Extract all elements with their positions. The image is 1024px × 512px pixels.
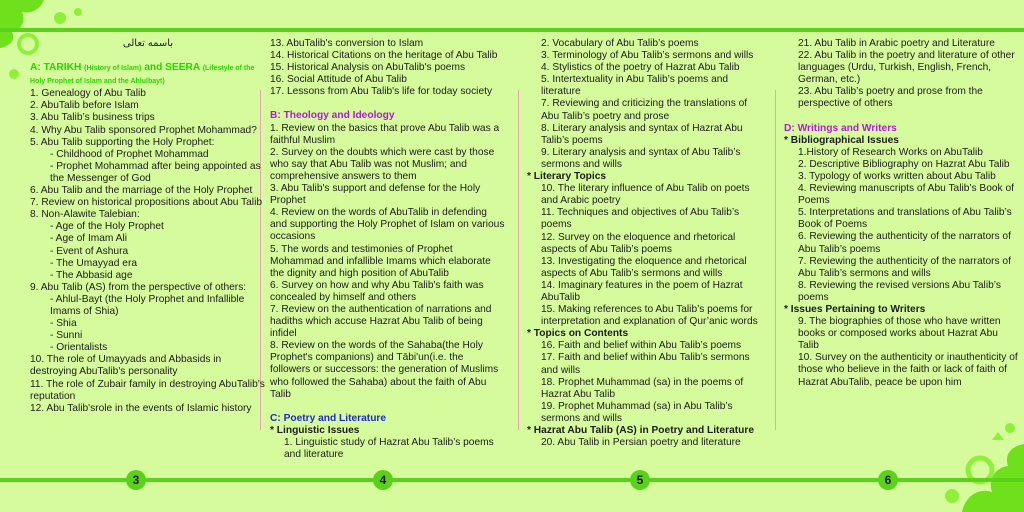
list-item: 5. Interpretations and translations of Abu Talib’s Book of Poems [798, 207, 1012, 231]
list-item: 6. Abu Talib and the marriage of the Holy Prophet [30, 185, 253, 197]
list-item: 3. Terminology of Abu Talib’s sermons and wills [541, 50, 754, 62]
list-item: 19. Prophet Muhammad (sa) in Abu Talib’s sermons and wills [541, 400, 733, 424]
list-subitem: - Sunni [50, 330, 83, 342]
list-subitem: - Shia [50, 318, 77, 330]
list-item: 2. AbuTalib before Islam [30, 100, 139, 112]
bismillah-heading: باسمه تعالی [122, 38, 174, 49]
list-subitem: - Age of Imam Ali [50, 233, 128, 245]
list-item: 20. Abu Talib in Persian poetry and literature [541, 437, 741, 449]
list-subitem: - Prophet Mohammad after being appointed as the Messenger of God [50, 160, 261, 184]
section-c-heading: C: Poetry and Literature [270, 412, 387, 424]
list-item: 5. The words and testimonies of Prophet Mohammad and infallible Imams which elaborate the dignity and high position of AbuTalib [270, 243, 491, 279]
subsection-heading: * Literary Topics [527, 171, 607, 183]
list-item: 7. Review on historical propositions about Abu Talib [30, 197, 262, 209]
list-item: 9. The biographies of those who have written books or composed works about Hazrat Abu Talib [798, 316, 1001, 352]
list-item: 8. Non-Alawite Talebian: [30, 209, 140, 221]
bottom-green-rule [0, 478, 1024, 482]
list-item: 13. Investigating the eloquence and rhetorical aspects of Abu Talib’s sermons and wills [541, 255, 747, 279]
column-divider-2 [518, 90, 519, 430]
list-subitem: - Orientalists [50, 342, 108, 354]
list-item: 23. Abu Talib’s poetry and prose from the perspective of others [798, 86, 983, 110]
list-item: 12. Abu Talib'srole in the events of Islamic history [30, 402, 252, 414]
list-item: 3. Abu Talib’s business trips [30, 112, 155, 124]
list-item: 8. Review on the words of the Sahaba(the Holy Prophet's companions) and Tābi'un(i.e. the followers or successors: the generation of Muslims who followed the Sahaba) about the faith of Abu Talib [270, 340, 499, 400]
section-d-heading: D: Writings and Writers [784, 122, 897, 134]
list-item: 8. Literary analysis and syntax of Hazrat Abu Talib’s poems [541, 122, 743, 146]
list-item: 12. Survey on the eloquence and rhetorical aspects of Abu Talib’s poems [541, 231, 736, 255]
list-item: 4. Stylistics of the poetry of Hazrat Abu Talib [541, 62, 740, 74]
column-page-5 [527, 38, 763, 449]
subsection-heading: * Topics on Contents [527, 328, 629, 340]
list-item: 5. Intertextuality in Abu Talib’s poems and literature [541, 74, 729, 98]
list-item: 13. AbuTalib's conversion to Islam [270, 38, 424, 49]
column-page-3 [30, 38, 266, 415]
list-item: 14. Imaginary features in the poem of Hazrat AbuTalib [541, 279, 743, 303]
list-subitem: - Childhood of Prophet Mohammad [50, 148, 209, 160]
list-item: 10. The role of Umayyads and Abbasids in destroying AbuTalib's personality [30, 354, 222, 378]
section-a-heading: A: TARIKH (History of Islam) and SEERA (Lifestyle of the Holy Prophet of Islam and the Ahlulbayt) [30, 62, 255, 86]
list-subitem: - Ahlul-Bayt (the Holy Prophet and Infallible Imams of Shia) [50, 293, 245, 317]
subsection-heading: * Bibliographical Issues [784, 134, 899, 146]
list-item: 1.History of Research Works on AbuTalib [798, 146, 983, 158]
column-page-4 [270, 38, 506, 461]
bottom-right-ornament [922, 410, 1024, 512]
column-divider-3 [775, 90, 776, 430]
list-item: 10. Survey on the authenticity or inauthenticity of those who believe in the faith or lack of faith of Hazrat AbuTalib, peace be upon him [798, 352, 1018, 388]
page-number-5: 5 [630, 470, 650, 490]
list-item: 15. Historical Analysis on AbuTalib's poems [270, 62, 466, 74]
section-b-heading: B: Theology and Ideology [270, 110, 395, 122]
list-item: 11. The role of Zubair family in destroying AbuTalib's reputation [30, 378, 265, 402]
list-item: 4. Review on the words of AbuTalib in defending and supporting the Holy Prophet of Islam on various occasions [270, 207, 505, 243]
list-item: 22. Abu Talib in the poetry and literature of other languages (Urdu, Turkish, English, French, German, etc.) [798, 50, 1015, 86]
list-item: 2. Vocabulary of Abu Talib’s poems [541, 38, 699, 49]
list-item: 16. Faith and belief within Abu Talib’s poems [541, 340, 742, 352]
list-item: 3. Typology of works written about Abu Talib [798, 170, 996, 182]
list-item: 5. Abu Talib supporting the Holy Prophet: [30, 136, 215, 148]
page-number-3: 3 [126, 470, 146, 490]
list-item: 6. Reviewing the authenticity of the narrators of Abu Talib’s poems [798, 231, 1011, 255]
list-item: 18. Prophet Muhammad (sa) in the poems of Hazrat Abu Talib [541, 376, 744, 400]
subsection-heading: * Linguistic Issues [270, 424, 360, 436]
page-number-6: 6 [878, 470, 898, 490]
list-item: 21. Abu Talib in Arabic poetry and Literature [798, 38, 995, 49]
list-item: 10. The literary influence of Abu Talib on poets and Arabic poetry [541, 183, 750, 207]
list-item: 2. Descriptive Bibliography on Hazrat Abu Talib [798, 158, 1010, 170]
list-item: 15. Making references to Abu Talib’s poems for interpretation and explanation of Qur’anic words [541, 304, 758, 328]
subsection-heading: * Issues Pertaining to Writers [784, 303, 926, 315]
column-page-6 [784, 38, 1020, 389]
list-subitem: - The Abbasid age [50, 269, 133, 281]
list-item: 4. Why Abu Talib sponsored Prophet Mohammad? [30, 124, 257, 136]
list-item: 9. Abu Talib (AS) from the perspective of others: [30, 281, 247, 293]
top-green-rule [0, 28, 1024, 32]
list-item: 16. Social Attitude of Abu Talib [270, 74, 407, 86]
list-item: 4. Reviewing manuscripts of Abu Talib’s Book of Poems [798, 183, 1014, 207]
list-subitem: - The Umayyad era [50, 257, 138, 269]
list-item: 14. Historical Citations on the heritage of Abu Talib [270, 50, 498, 62]
list-item: 1. Review on the basics that prove Abu Talib was a faithful Muslim [270, 122, 500, 146]
list-item: 7. Review on the authentication of narrations and hadiths which accuse Hazrat Abu Talib of being infidel [270, 303, 492, 340]
list-item: 3. Abu Talib's support and defense for the Holy Prophet [270, 183, 481, 207]
list-item: 8. Reviewing the revised versions Abu Talib’s poems [798, 279, 1001, 303]
list-subitem: - Event of Ashura [50, 245, 129, 257]
list-item: 7. Reviewing and criticizing the translations of Abu Talib’s poetry and prose [541, 98, 748, 122]
list-item: 1. Linguistic study of Hazrat Abu Talib’s poems and literature [284, 436, 494, 460]
list-item: 6. Survey on how and why Abu Talib's faith was concealed by himself and others [270, 279, 484, 303]
list-item: 2. Survey on the doubts which were cast by those who say that Abu Talib was not Muslim; and comprehensive answers to them [270, 146, 495, 182]
list-item: 11. Techniques and objectives of Abu Talib’s poems [541, 207, 740, 231]
list-item: 7. Reviewing the authenticity of the narrators of Abu Talib’s sermons and wills [798, 255, 1011, 279]
list-item: 17. Faith and belief within Abu Talib’s sermons and wills [541, 352, 750, 376]
list-item: 17. Lessons from Abu Talib's life for today society [270, 86, 493, 98]
subsection-heading: * Hazrat Abu Talib (AS) in Poetry and Literature [527, 425, 754, 436]
page-number-4: 4 [373, 470, 393, 490]
list-item: 9. Literary analysis and syntax of Abu Talib’s sermons and wills [541, 146, 741, 170]
list-item: 1. Genealogy of Abu Talib [30, 88, 146, 100]
list-subitem: - Age of the Holy Prophet [50, 221, 164, 233]
